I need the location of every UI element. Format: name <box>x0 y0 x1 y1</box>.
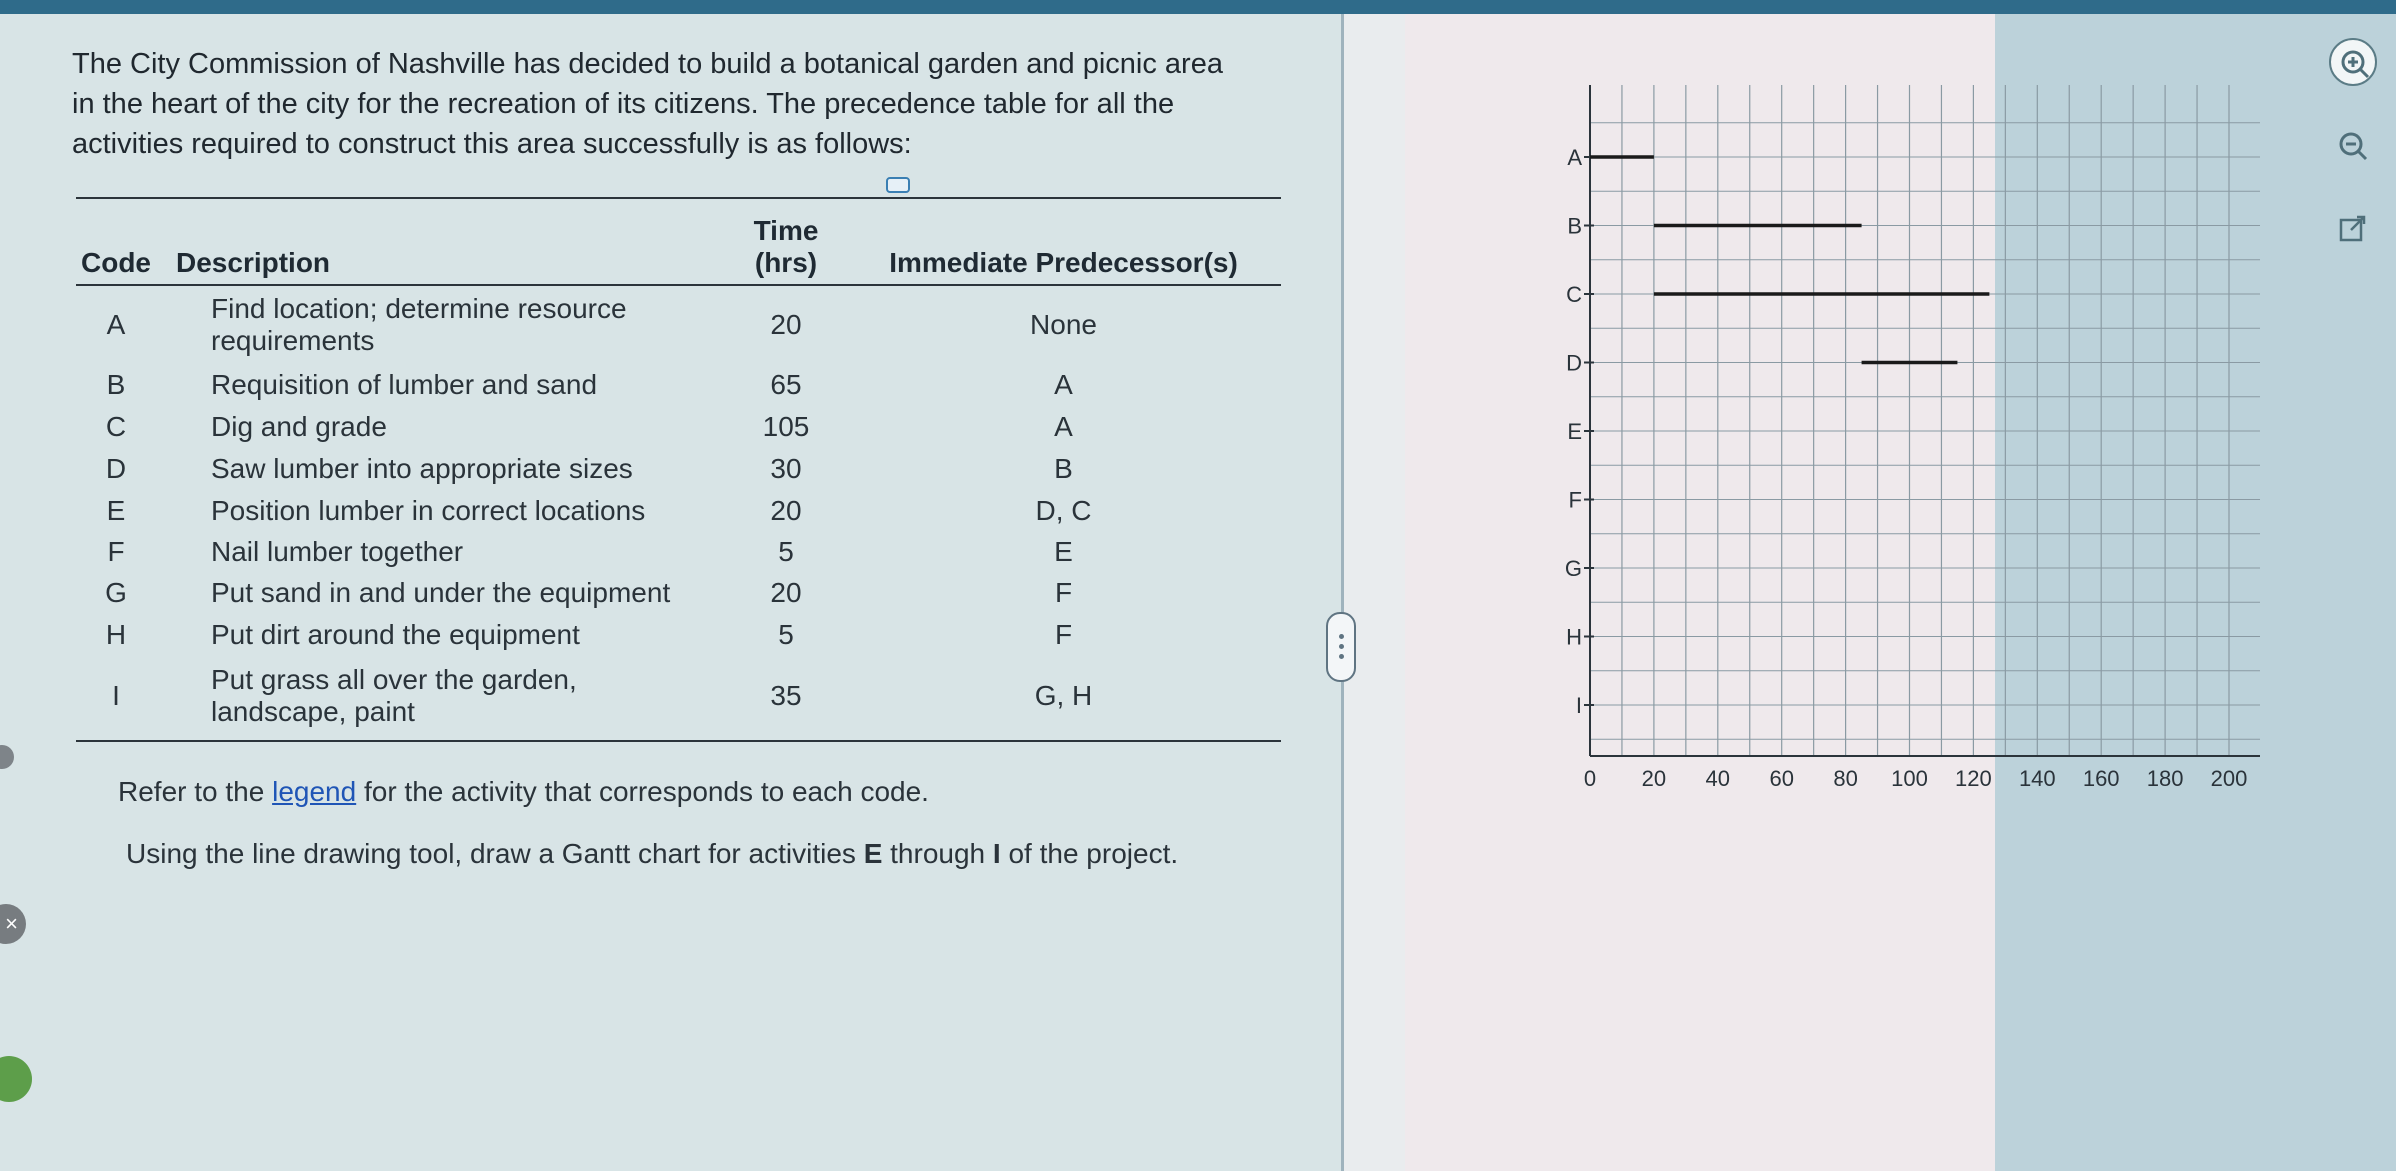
cell-description <box>156 365 726 405</box>
x-tick-label: 160 <box>2082 766 2120 791</box>
gantt-chart-svg[interactable] <box>1540 80 2260 800</box>
cell-predecessors: A <box>1054 369 1073 400</box>
cell-description <box>156 614 726 656</box>
category-label: C <box>1566 282 1582 307</box>
description-line: landscape, paint <box>211 696 415 727</box>
x-tick-label: 200 <box>2210 766 2248 791</box>
header-description: Description <box>176 247 331 278</box>
description-line: requirements <box>211 325 375 356</box>
cell-description <box>156 448 726 490</box>
description-line: Saw lumber into appropriate sizes <box>211 453 633 484</box>
drag-handle-icon[interactable] <box>1326 612 1356 682</box>
category-label: B <box>1567 213 1582 239</box>
zoom-in-icon[interactable] <box>2329 38 2377 86</box>
cell-predecessors: D, C <box>1035 494 1092 526</box>
cell-time: 5 <box>778 619 794 650</box>
cell-predecessors: F <box>1054 577 1073 608</box>
cell-code: D <box>105 453 127 484</box>
description-line: Find location; determine resource <box>211 293 627 324</box>
cell-code: B <box>106 369 126 400</box>
cell-predecessors: B <box>1054 453 1073 484</box>
popout-icon[interactable] <box>2329 206 2377 254</box>
table-row <box>76 572 1281 614</box>
cell-time: 20 <box>770 494 802 526</box>
x-tick-label: 80 <box>1833 766 1858 791</box>
cell-time: 20 <box>770 309 802 340</box>
cell-code: E <box>106 494 126 526</box>
cell-time: 105 <box>762 410 810 442</box>
cell-code: C <box>105 410 127 442</box>
cell-code: G <box>105 577 127 608</box>
header-time: Time (hrs) <box>753 215 819 278</box>
x-tick-label: 60 <box>1769 766 1794 791</box>
cell-code: H <box>105 619 127 650</box>
category-label: A <box>1567 145 1582 170</box>
top-bar <box>0 0 2396 14</box>
category-label: E <box>1567 419 1582 444</box>
cell-time: 30 <box>770 453 802 484</box>
table-row <box>76 531 1281 572</box>
legend-link[interactable]: legend <box>272 776 357 807</box>
table-row <box>76 448 1281 490</box>
category-label: I <box>1575 693 1582 718</box>
description-line: Nail lumber together <box>211 535 464 567</box>
question-intro: The City Commission of Nashville has decided to build a botanical garden and picnic area in the heart of the city for the recreation of its citizens. The precedence table for all the activities required to construct this area successfully is as follows: <box>72 48 1223 160</box>
cell-code: I <box>112 680 120 711</box>
category-label: G <box>1564 556 1582 581</box>
description-line: Dig and grade <box>211 410 387 442</box>
x-tick-label: 40 <box>1705 766 1731 791</box>
cell-description <box>156 531 726 572</box>
instruction-text: Using the line drawing tool, draw a Gantt chart for activities E through I of the project. <box>126 838 1179 869</box>
x-tick-label: 0 <box>1583 766 1597 791</box>
cell-code: F <box>107 535 125 567</box>
category-label: H <box>1566 624 1582 650</box>
table-row <box>76 405 1281 448</box>
header-predecessors: Immediate Predecessor(s) <box>889 247 1238 278</box>
pane-divider <box>1341 14 1344 1171</box>
cell-description <box>156 572 726 614</box>
category-label: F <box>1568 487 1582 513</box>
table-row <box>76 490 1281 531</box>
cell-description <box>156 285 726 365</box>
table-row <box>76 614 1281 656</box>
zoom-out-icon[interactable] <box>2329 122 2377 170</box>
description-line: Put grass all over the garden, <box>211 664 577 695</box>
table-row <box>76 656 1281 736</box>
precedence-table <box>76 197 1281 736</box>
table-row <box>76 285 1281 365</box>
cell-predecessors: E <box>1054 535 1073 567</box>
category-label: D <box>1566 350 1582 376</box>
close-icon[interactable]: × <box>0 904 26 944</box>
x-tick-label: 100 <box>1891 766 1928 791</box>
header-code: Code <box>81 247 151 278</box>
table-expand-icon[interactable] <box>886 177 910 193</box>
table-bottom-rule <box>76 740 1281 742</box>
cell-description <box>156 405 726 448</box>
description-line: Requisition of lumber and sand <box>211 369 598 400</box>
table-row <box>76 365 1281 405</box>
refer-text: Refer to the legend for the activity that corresponds to each code. <box>118 776 929 807</box>
x-tick-label: 140 <box>2018 766 2056 791</box>
x-tick-label: 180 <box>2146 766 2184 791</box>
cell-predecessors: None <box>1030 309 1097 340</box>
description-line: Put dirt around the equipment <box>211 619 580 650</box>
cell-time: 35 <box>770 680 802 711</box>
cell-description <box>156 656 726 736</box>
description-line: Put sand in and under the equipment <box>211 577 671 608</box>
cell-time: 5 <box>778 535 794 567</box>
cell-predecessors: A <box>1054 410 1073 442</box>
x-tick-label: 120 <box>1955 766 1992 791</box>
description-line: Position lumber in correct locations <box>211 494 646 526</box>
cell-code: A <box>106 309 126 340</box>
gantt-chart[interactable] <box>1540 80 2260 805</box>
cell-predecessors: G, H <box>1034 680 1093 711</box>
table-body <box>76 285 1281 736</box>
cell-predecessors: F <box>1054 619 1073 650</box>
cell-time: 65 <box>770 369 802 400</box>
x-tick-label: 20 <box>1641 766 1667 791</box>
cell-time: 20 <box>770 577 802 608</box>
cell-description <box>156 490 726 531</box>
